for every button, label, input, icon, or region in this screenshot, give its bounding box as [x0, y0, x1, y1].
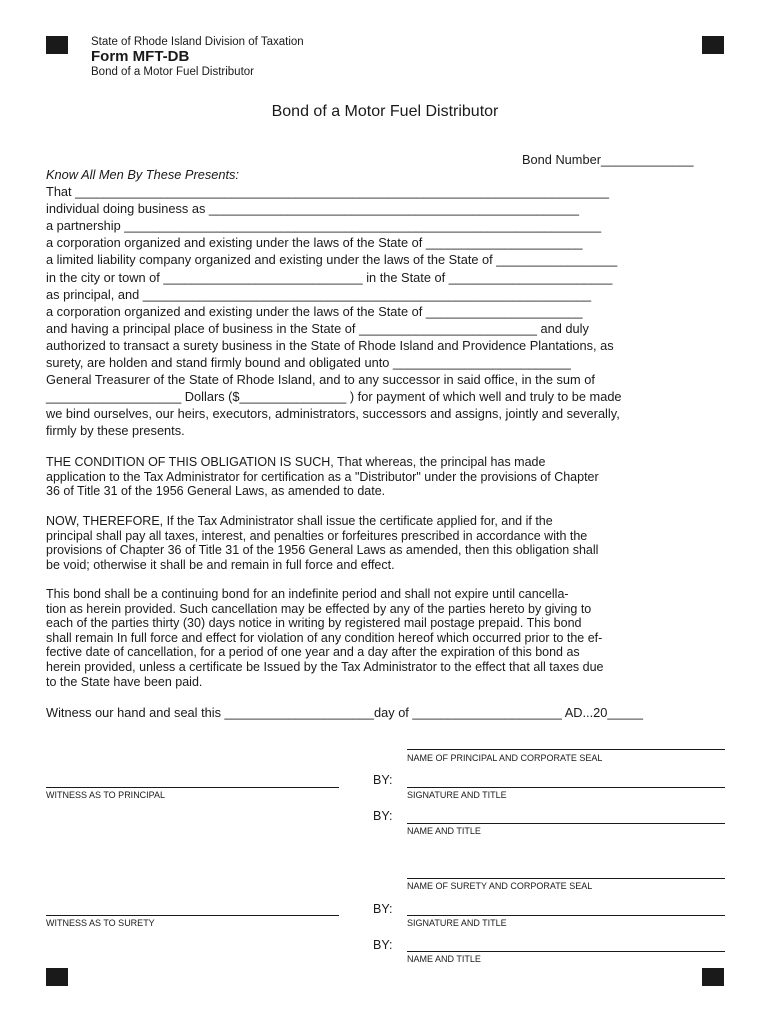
paragraph-line: to the State have been paid.: [46, 674, 203, 689]
registration-mark-bottom-right: [702, 968, 724, 986]
paragraph-line: provisions of Chapter 36 of Title 31 of the 1956 General Laws as amended, then this obligation shall: [46, 543, 599, 558]
registration-mark-top-left: [46, 36, 68, 54]
paragraph-line: NOW, THEREFORE, If the Tax Administrator shall issue the certificate applied for, and if the: [46, 514, 553, 528]
bond-body-line[interactable]: as principal, and _______________________________________________________________: [46, 286, 592, 302]
surety-name-line[interactable]: [407, 878, 725, 879]
bond-body-line[interactable]: firmly by these presents.: [46, 423, 185, 439]
principal-seal-label: NAME OF PRINCIPAL AND CORPORATE SEAL: [407, 753, 603, 763]
bond-body-line[interactable]: in the city or town of ____________________________ in the State of _______________________: [46, 269, 613, 285]
paragraph-line: tion as herein provided. Such cancellation may be effected by any of the parties hereto by giving to: [46, 601, 592, 616]
witness-principal-label: WITNESS AS TO PRINCIPAL: [46, 790, 166, 800]
bond-body-line[interactable]: individual doing business as ____________________________________________________: [46, 201, 579, 217]
therefore-paragraph: [46, 514, 723, 572]
name-title-label: NAME AND TITLE: [407, 826, 481, 836]
paragraph-line: principal shall pay all taxes, interest, and penalties or forfeitures prescribed in accordance with the: [46, 528, 588, 543]
bond-body-line[interactable]: a corporation organized and existing under the laws of the State of ______________________: [46, 235, 583, 251]
bond-body-line[interactable]: That ___________________________________________________________________________: [46, 184, 609, 199]
bond-body-line[interactable]: we bind ourselves, our heirs, executors, administrators, successors and assigns, jointly and severally,: [46, 406, 620, 422]
signature-title-label: SIGNATURE AND TITLE: [407, 918, 507, 928]
surety-name-title-line[interactable]: [407, 951, 725, 952]
principal-name-title-line[interactable]: [407, 823, 725, 824]
by-label: BY:: [373, 902, 393, 916]
bond-body-line[interactable]: ___________________ Dollars ($_______________ ) for payment of which well and truly to be made: [46, 389, 622, 405]
bond-number-field[interactable]: Bond Number_____________: [522, 152, 694, 167]
paragraph-line: each of the parties thirty (30) days notice in writing by registered mail postage prepaid. This bond: [46, 616, 582, 631]
paragraph-line: herein provided, unless a certificate be Issued by the Tax Administrator to the effect that all taxes due: [46, 659, 604, 674]
by-label: BY:: [373, 809, 393, 823]
bond-body-line[interactable]: a partnership ___________________________________________________________________: [46, 218, 602, 234]
paragraph-line: fective date of cancellation, for a period of one year and a day after the expiration of this bond as: [46, 645, 580, 660]
signature-title-label: SIGNATURE AND TITLE: [407, 790, 507, 800]
surety-signature-line[interactable]: [407, 915, 725, 916]
paragraph-line: be void; otherwise it shall be and remain in full force and effect.: [46, 557, 395, 572]
witness-date-line[interactable]: Witness our hand and seal this _____________________day of _____________________ AD...20_____: [46, 705, 643, 720]
intro-text: Know All Men By These Presents:: [46, 167, 239, 182]
paragraph-line: THE CONDITION OF THIS OBLIGATION IS SUCH, That whereas, the principal has made: [46, 455, 546, 469]
bond-body-line[interactable]: a limited liability company organized and existing under the laws of the State of _________________: [46, 252, 618, 268]
name-title-label: NAME AND TITLE: [407, 954, 481, 964]
bond-body-line[interactable]: General Treasurer of the State of Rhode Island, and to any successor in said office, in the sum of: [46, 372, 595, 388]
form-number: Form MFT-DB: [91, 48, 190, 65]
agency-name: State of Rhode Island Division of Taxation: [91, 36, 304, 48]
by-label: BY:: [373, 938, 393, 952]
surety-seal-label: NAME OF SURETY AND CORPORATE SEAL: [407, 881, 593, 891]
principal-name-line[interactable]: [407, 749, 725, 750]
form-subtitle: Bond of a Motor Fuel Distributor: [91, 66, 254, 78]
paragraph-line: shall remain In full force and effect for violation of any condition hereof which occurred prior to the ef-: [46, 630, 603, 645]
registration-mark-bottom-left: [46, 968, 68, 986]
bond-body-line[interactable]: a corporation organized and existing under the laws of the State of ______________________: [46, 303, 583, 319]
witness-surety-label: WITNESS AS TO SURETY: [46, 918, 155, 928]
condition-paragraph: [46, 455, 723, 499]
bond-body-line[interactable]: and having a principal place of business in the State of _________________________ and duly: [46, 320, 589, 336]
bond-body-line[interactable]: surety, are holden and stand firmly bound and obligated unto _________________________: [46, 355, 571, 370]
continuing-bond-paragraph: [46, 587, 723, 689]
registration-mark-top-right: [702, 36, 724, 54]
paragraph-line: 36 of Title 31 of the 1956 General Laws, as amended to date.: [46, 484, 386, 499]
paragraph-line: application to the Tax Administrator for certification as a "Distributor" under the provisions of Chapter: [46, 469, 599, 484]
by-label: BY:: [373, 773, 393, 787]
paragraph-line: This bond shall be a continuing bond for an indefinite period and shall not expire until cancella-: [46, 587, 569, 601]
witness-surety-line[interactable]: [46, 915, 339, 916]
bond-body-line[interactable]: authorized to transact a surety business in the State of Rhode Island and Providence Plantations, as: [46, 337, 614, 353]
document-title: Bond of a Motor Fuel Distributor: [271, 103, 499, 120]
principal-signature-line[interactable]: [407, 787, 725, 788]
witness-principal-line[interactable]: [46, 787, 339, 788]
